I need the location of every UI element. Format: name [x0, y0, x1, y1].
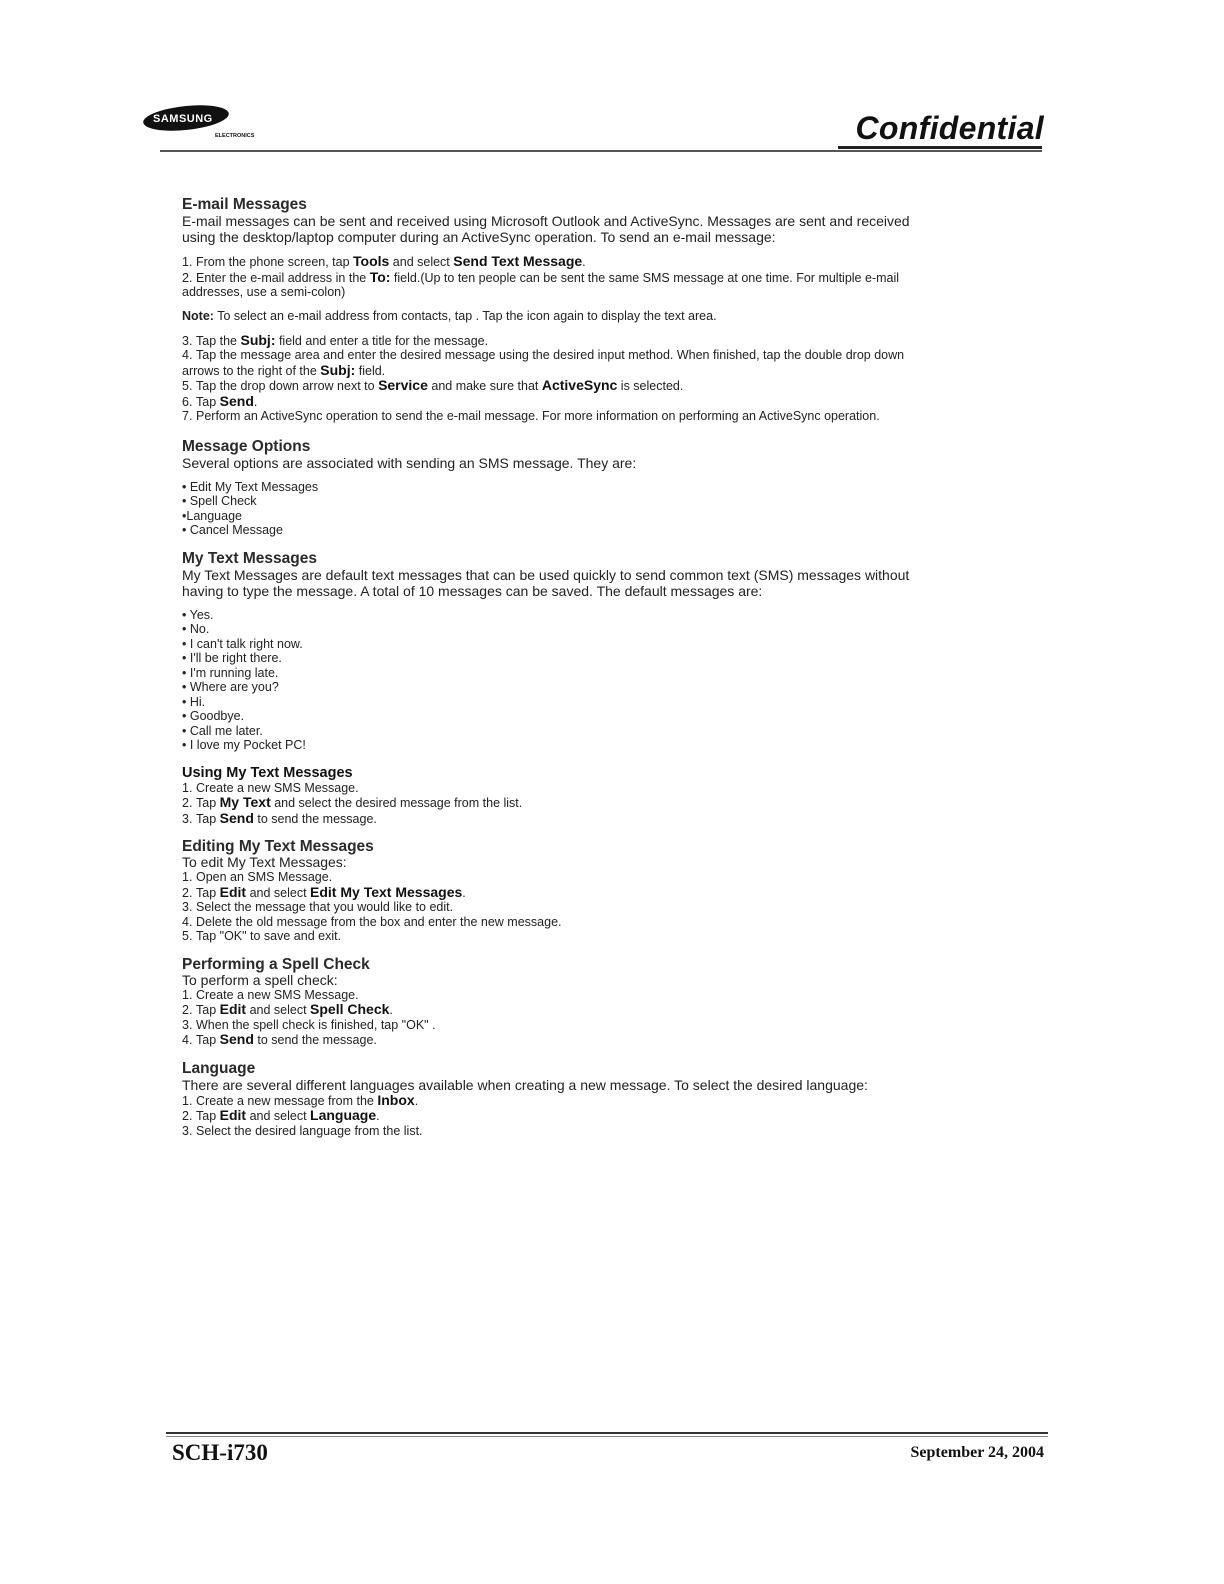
spell-steps [182, 988, 922, 1048]
editing-lead: To edit My Text Messages: [182, 854, 347, 870]
list-item: • I love my Pocket PC! [182, 738, 306, 752]
list-item: • Where are you? [182, 680, 279, 694]
email-intro: E-mail messages can be sent and received using Microsoft Outlook and ActiveSync. Messages are sent and received using the desktop/laptop computer during an ActiveSync operation. To send an e-mail message: [182, 213, 910, 245]
confidential-label: Confidential [855, 110, 1044, 146]
using-step-1: 1. Create a new SMS Message. [182, 780, 359, 795]
using-step-2: 2. Tap My Text and select the desired message from the list. [182, 794, 523, 810]
section-title-using: Using My Text Messages [182, 764, 353, 781]
list-item: • I'm running late. [182, 665, 279, 680]
email-steps-a [182, 254, 922, 300]
using-step-3: 3. Tap Send to send the message. [182, 809, 377, 826]
email-note: Note: To select an e-mail address from contacts, tap . Tap the icon again to display the text area. [182, 308, 717, 323]
section-title-email: E-mail Messages [182, 196, 307, 213]
language-steps [182, 1093, 922, 1139]
editing-step-3: 3. Select the message that you would like to edit. [182, 900, 454, 914]
footer-divider [166, 1432, 1048, 1434]
model-number: SCH-i730 [172, 1440, 268, 1465]
language-step-3: 3. Select the desired language from the list. [182, 1123, 423, 1138]
list-item: • Call me later. [182, 723, 263, 738]
spell-step-2: 2. Tap Edit and select Spell Check. [182, 1001, 393, 1017]
email-step-3: 3. Tap the Subj: field and enter a title for the message. [182, 331, 489, 348]
section-title-mytext: My Text Messages [182, 549, 317, 567]
language-step-1: 1. Create a new message from the Inbox. [182, 1091, 419, 1108]
list-item: • Cancel Message [182, 523, 283, 537]
page-footer [0, 1420, 1224, 1500]
email-steps-b [182, 333, 922, 424]
list-item: • I can't talk right now. [182, 636, 303, 651]
email-step-4: 4. Tap the message area and enter the desired message using the desired input method. When finished, tap the double drop down arrows to the right of the Subj: field. [182, 348, 905, 378]
list-item: • Yes. [182, 607, 214, 622]
using-steps [182, 781, 922, 827]
list-item: •Language [182, 508, 242, 523]
language-intro: There are several different languages available when creating a new message. To select the desired language: [182, 1076, 868, 1093]
spell-step-4: 4. Tap Send to send the message. [182, 1031, 377, 1047]
header-divider [160, 150, 1042, 152]
list-item: • Spell Check [182, 494, 257, 508]
editing-step-4: 4. Delete the old message from the box and enter the new message. [182, 914, 562, 929]
section-title-language: Language [182, 1059, 256, 1077]
spell-step-1: 1. Create a new SMS Message. [182, 987, 359, 1002]
editing-step-2: 2. Tap Edit and select Edit My Text Messages. [182, 883, 466, 900]
email-step-5: 5. Tap the drop down arrow next to Service and make sure that ActiveSync is selected. [182, 377, 684, 393]
list-item: • No. [182, 622, 210, 636]
language-step-2: 2. Tap Edit and select Language. [182, 1107, 380, 1123]
mytext-list [182, 608, 922, 753]
samsung-logo [143, 101, 278, 141]
email-step-2: 2. Enter the e-mail address in the To: field.(Up to ten people can be sent the same SMS message at one time. For multiple e-mail addresses, use a semi-colon) [182, 268, 900, 299]
mytext-intro: My Text Messages are default text messages that can be used quickly to send common text (SMS) messages without having to type the message. A total of 10 messages can be saved. The default messages are: [182, 566, 910, 599]
list-item: • Goodbye. [182, 709, 245, 723]
email-step-7: 7. Perform an ActiveSync operation to send the e-mail message. For more information on performing an ActiveSync operation. [182, 409, 880, 423]
footer-divider-thin [166, 1436, 1048, 1437]
document-body [182, 196, 922, 1138]
editing-steps [182, 870, 922, 944]
options-list [182, 480, 922, 538]
spell-step-3: 3. When the spell check is finished, tap "OK" . [182, 1017, 436, 1032]
page-header [0, 0, 1224, 160]
list-item: • I'll be right there. [182, 651, 282, 665]
email-step-1: 1. From the phone screen, tap Tools and select Send Text Message. [182, 253, 586, 269]
logo-sub-text: ELECTRONICS [215, 133, 255, 139]
list-item: • Hi. [182, 694, 206, 709]
section-title-spell: Performing a Spell Check [182, 955, 370, 973]
header-divider-accent [838, 146, 1042, 149]
options-intro: Several options are associated with sending an SMS message. They are: [182, 454, 637, 471]
editing-step-5: 5. Tap "OK" to save and exit. [182, 929, 342, 943]
section-title-options: Message Options [182, 437, 311, 455]
editing-step-1: 1. Open an SMS Message. [182, 870, 333, 884]
section-title-editing: Editing My Text Messages [182, 838, 374, 855]
spell-lead: To perform a spell check: [182, 971, 338, 988]
document-date: September 24, 2004 [910, 1444, 1044, 1461]
list-item: • Edit My Text Messages [182, 479, 319, 494]
logo-brand-text: SAMSUNG [153, 113, 213, 125]
email-step-6: 6. Tap Send. [182, 392, 258, 409]
